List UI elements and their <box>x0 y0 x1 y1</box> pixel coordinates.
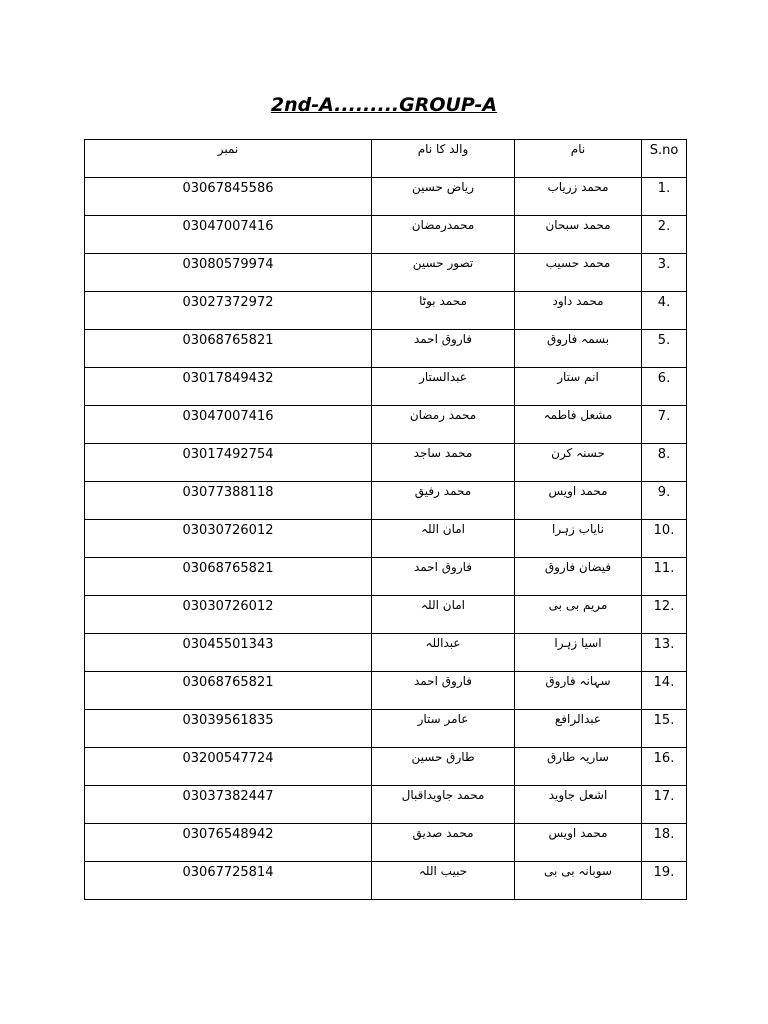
page-title: 2nd-A.........GROUP-A <box>270 94 498 116</box>
name-cell: مریم بی بی <box>515 596 642 634</box>
table-row <box>85 558 687 596</box>
table-row <box>85 824 687 862</box>
sno-cell: 11. <box>642 558 687 596</box>
father-name-cell: عبداللہ <box>372 634 515 672</box>
father-name-cell: محمد رفیق <box>372 482 515 520</box>
name-cell: حسنہ کرن <box>515 444 642 482</box>
table-row <box>85 634 687 672</box>
table-row <box>85 368 687 406</box>
phone-cell: 03027372972 <box>85 292 372 330</box>
father-name-cell: ریاض حسین <box>372 178 515 216</box>
father-name-cell: امان اللہ <box>372 520 515 558</box>
phone-cell: 03076548942 <box>85 824 372 862</box>
father-name-cell: محمد رمضان <box>372 406 515 444</box>
name-cell: محمد حسیب <box>515 254 642 292</box>
sno-cell: 10. <box>642 520 687 558</box>
phone-cell: 03200547724 <box>85 748 372 786</box>
phone-cell: 03047007416 <box>85 406 372 444</box>
sno-cell: 16. <box>642 748 687 786</box>
table-row <box>85 444 687 482</box>
sno-cell: 15. <box>642 710 687 748</box>
phone-cell: 03030726012 <box>85 520 372 558</box>
name-cell: ساریہ طارق <box>515 748 642 786</box>
father-name-cell: فاروق احمد <box>372 330 515 368</box>
column-header-phone: نمبر <box>85 140 372 178</box>
phone-cell: 03017849432 <box>85 368 372 406</box>
sno-cell: 7. <box>642 406 687 444</box>
table-row <box>85 786 687 824</box>
sno-cell: 14. <box>642 672 687 710</box>
father-name-cell: فاروق احمد <box>372 558 515 596</box>
phone-cell: 03045501343 <box>85 634 372 672</box>
phone-cell: 03080579974 <box>85 254 372 292</box>
table-row <box>85 254 687 292</box>
father-name-cell: طارق حسین <box>372 748 515 786</box>
sno-cell: 8. <box>642 444 687 482</box>
sno-cell: 4. <box>642 292 687 330</box>
table-row <box>85 406 687 444</box>
column-header-father-name: والد کا نام <box>372 140 515 178</box>
table-row <box>85 178 687 216</box>
sno-cell: 12. <box>642 596 687 634</box>
phone-cell: 03017492754 <box>85 444 372 482</box>
table-row <box>85 292 687 330</box>
sno-cell: 6. <box>642 368 687 406</box>
name-cell: محمد داود <box>515 292 642 330</box>
father-name-cell: محمد جاویداقبال <box>372 786 515 824</box>
sno-cell: 13. <box>642 634 687 672</box>
table-row <box>85 482 687 520</box>
father-name-cell: حبیب اللہ <box>372 862 515 900</box>
phone-cell: 03068765821 <box>85 330 372 368</box>
father-name-cell: محمد صدیق <box>372 824 515 862</box>
name-cell: فیضان فاروق <box>515 558 642 596</box>
name-cell: انم ستار <box>515 368 642 406</box>
name-cell: سوبانہ بی بی <box>515 862 642 900</box>
father-name-cell: تصور حسین <box>372 254 515 292</box>
name-cell: اشعل جاوید <box>515 786 642 824</box>
sno-cell: 19. <box>642 862 687 900</box>
name-cell: محمد اویس <box>515 824 642 862</box>
father-name-cell: محمد ساجد <box>372 444 515 482</box>
table-row <box>85 672 687 710</box>
sno-cell: 5. <box>642 330 687 368</box>
phone-cell: 03030726012 <box>85 596 372 634</box>
father-name-cell: محمدرمضان <box>372 216 515 254</box>
column-header-sno: S.no <box>642 140 687 178</box>
sno-cell: 18. <box>642 824 687 862</box>
sno-cell: 9. <box>642 482 687 520</box>
table-row <box>85 216 687 254</box>
phone-cell: 03037382447 <box>85 786 372 824</box>
phone-cell: 03067845586 <box>85 178 372 216</box>
table-header-row <box>85 140 687 178</box>
father-name-cell: عبدالستار <box>372 368 515 406</box>
phone-cell: 03068765821 <box>85 672 372 710</box>
sno-cell: 1. <box>642 178 687 216</box>
table-row <box>85 862 687 900</box>
student-table <box>84 139 687 900</box>
phone-cell: 03068765821 <box>85 558 372 596</box>
name-cell: محمد زریاب <box>515 178 642 216</box>
father-name-cell: فاروق احمد <box>372 672 515 710</box>
name-cell: نایاب زہرا <box>515 520 642 558</box>
father-name-cell: محمد بوٹا <box>372 292 515 330</box>
table-row <box>85 520 687 558</box>
name-cell: بسمہ فاروق <box>515 330 642 368</box>
father-name-cell: عامر ستار <box>372 710 515 748</box>
name-cell: عبدالرافع <box>515 710 642 748</box>
column-header-name: نام <box>515 140 642 178</box>
table-row <box>85 748 687 786</box>
name-cell: محمد اویس <box>515 482 642 520</box>
table-row <box>85 330 687 368</box>
phone-cell: 03039561835 <box>85 710 372 748</box>
sno-cell: 17. <box>642 786 687 824</box>
sno-cell: 2. <box>642 216 687 254</box>
phone-cell: 03077388118 <box>85 482 372 520</box>
name-cell: اسیا زہرا <box>515 634 642 672</box>
father-name-cell: امان اللہ <box>372 596 515 634</box>
name-cell: سہانہ فاروق <box>515 672 642 710</box>
table-row <box>85 596 687 634</box>
name-cell: محمد سبحان <box>515 216 642 254</box>
phone-cell: 03047007416 <box>85 216 372 254</box>
phone-cell: 03067725814 <box>85 862 372 900</box>
table-row <box>85 710 687 748</box>
sno-cell: 3. <box>642 254 687 292</box>
name-cell: مشعل فاطمہ <box>515 406 642 444</box>
